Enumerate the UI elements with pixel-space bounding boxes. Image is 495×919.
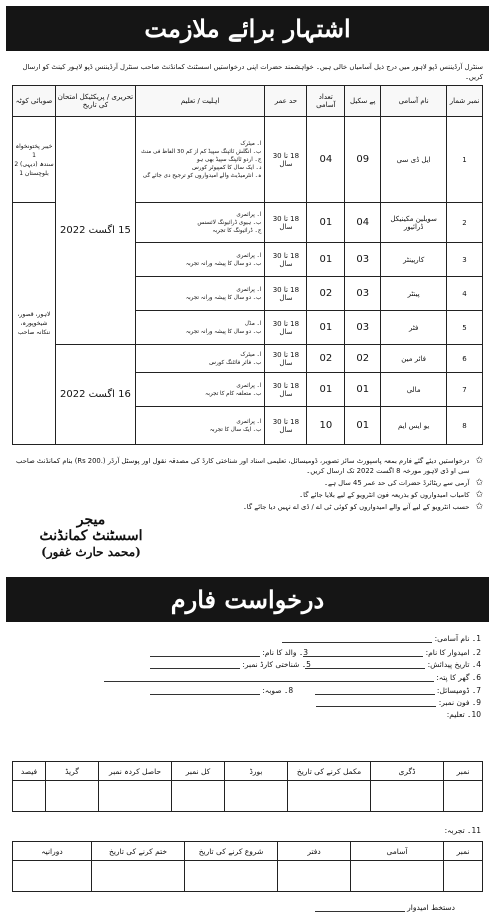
col-header: آسامی: [351, 842, 444, 861]
note-text: حسب انٹرویو کے لیے آنے والے امیدواروں کو کوئی ٹی اے / ڈی اے نہیں دیا جائے گا۔: [242, 503, 470, 511]
qualification-line: د۔ ایک سال کا کمپیوٹر کورس: [191, 164, 262, 171]
age-cell: 18 تا 30 سال: [265, 243, 307, 277]
count-cell: 04: [307, 117, 345, 203]
col-header: ڈگری: [371, 762, 444, 781]
scale-cell: 09: [345, 117, 381, 203]
scale-cell: 01: [345, 373, 381, 407]
col-header: نام آسامی: [381, 86, 447, 117]
quota-cell: [13, 117, 56, 203]
count-cell: 10: [307, 407, 345, 445]
age-cell: 18 تا 30 سال: [265, 117, 307, 203]
test-date-cell: 15 اگست 2022: [56, 117, 136, 345]
qualification-line: ب۔ دو سال کا پیشہ ورانہ تجربہ: [185, 328, 262, 335]
qualification-line: ا۔ پرائمری: [236, 382, 262, 389]
sr-cell: 7: [447, 373, 483, 407]
field-line[interactable]: [150, 660, 240, 669]
star-icon: ✩: [475, 502, 483, 512]
qualification-line: ب۔ متعلقہ کام کا تجربہ: [205, 390, 262, 397]
qualification-cell: [135, 373, 265, 407]
col-header: مکمل کرنے کی تاریخ: [288, 762, 371, 781]
col-header: بورڈ: [225, 762, 288, 781]
col-header: صوبائی کوٹہ: [13, 86, 56, 117]
age-cell: 18 تا 30 سال: [265, 311, 307, 345]
application-form-banner: [6, 577, 489, 622]
col-header: دورانیہ: [13, 842, 92, 861]
experience-table: [12, 841, 483, 892]
field-line[interactable]: [305, 660, 425, 669]
table-cell[interactable]: [185, 861, 278, 892]
scale-cell: 03: [345, 243, 381, 277]
qualification-line: ا۔ پرائمری: [236, 252, 262, 259]
field-post-name: 1۔ نام آسامی:: [282, 634, 481, 643]
qualification-line: ب۔ انگلش ٹائپنگ سپیڈ کم از کم 30 الفاظ فی منٹ: [141, 148, 262, 155]
note-text: درخواستیں دیئے گئے فارم بمعہ پاسپورٹ سائز تصویر، ڈومیسائل، تعلیمی اسناد اور شناختی کارڈ کی مصدقہ نقول اور پوسٹل آرڈر (.Rs 200) بنام کمانڈنٹ صاحب سی او ڈی لاہور مورخہ 8 اگست 2022 تک ارسال کریں۔: [16, 457, 470, 475]
table-row: [13, 345, 483, 373]
education-table: [12, 761, 483, 812]
post-cell: کارپینٹر: [381, 243, 447, 277]
qualification-line: ا۔ پرائمری: [236, 211, 262, 218]
count-cell: 02: [307, 277, 345, 311]
table-cell[interactable]: [371, 781, 444, 812]
post-cell: فٹر: [381, 311, 447, 345]
notes-list: [12, 456, 483, 514]
jobs-table: [12, 85, 483, 445]
quota-line: بلوچستان 1: [19, 169, 49, 177]
field-province: 8۔ صوبہ:: [150, 686, 293, 695]
col-header: فیصد: [13, 762, 46, 781]
qualification-cell: [135, 407, 265, 445]
col-header: تعداد آسامی: [307, 86, 345, 117]
qualification-cell: [135, 311, 265, 345]
field-cnic-number: 5۔ شناختی کارڈ نمبر:: [150, 660, 311, 669]
star-icon: ✩: [475, 490, 483, 500]
col-header: کل نمبر: [172, 762, 225, 781]
table-cell[interactable]: [444, 781, 483, 812]
age-cell: 18 تا 30 سال: [265, 373, 307, 407]
experience-header-row: [13, 842, 483, 861]
table-cell[interactable]: [288, 781, 371, 812]
post-cell: ایل ڈی سی: [381, 117, 447, 203]
count-cell: 01: [307, 373, 345, 407]
signatory-name: (محمد حارث غفور): [41, 545, 141, 559]
count-cell: 01: [307, 311, 345, 345]
sr-cell: 5: [447, 311, 483, 345]
scale-cell: 03: [345, 311, 381, 345]
sr-cell: 1: [447, 117, 483, 203]
qualification-line: ہ۔ انٹرمیڈیٹ والے امیدواروں کو ترجیح دی جائے گی: [142, 172, 262, 179]
note-text: آرمی سے ریٹائرڈ حضرات کی حد عمر 45 سال ہے۔: [324, 479, 470, 487]
table-cell[interactable]: [99, 781, 172, 812]
star-icon: ✩: [475, 478, 483, 488]
table-cell[interactable]: [225, 781, 288, 812]
qualification-line: ا۔ مڈل: [244, 320, 262, 327]
qualification-line: ا۔ میٹرک: [240, 351, 262, 358]
sr-cell: 8: [447, 407, 483, 445]
qualification-line: ب۔ دو سال کا پیشہ ورانہ تجربہ: [185, 294, 262, 301]
col-header: گریڈ: [46, 762, 99, 781]
col-header: ختم کرنے کی تاریخ: [92, 842, 185, 861]
scale-cell: 01: [345, 407, 381, 445]
post-cell: سویلین مکینیکل ڈرائیور: [381, 203, 447, 243]
test-date-cell: 16 اگست 2022: [56, 345, 136, 445]
qualification-line: ج۔ اردو ٹائپنگ سپیڈ بھی ہو: [197, 156, 262, 163]
col-header: نمبر: [444, 842, 483, 861]
intro-text: سنٹرل آرڈیننس ڈپو لاہور میں درج ذیل آسامیاں خالی ہیں۔ خواہشمند حضرات اپنی درخواستیں اسسٹنٹ کمانڈنٹ صاحب سنٹرل آرڈیننس ڈپو لاہور کینٹ کو ارسال کریں۔: [22, 63, 483, 81]
table-cell[interactable]: [172, 781, 225, 812]
field-line[interactable]: [315, 686, 435, 695]
col-header: دفتر: [278, 842, 351, 861]
post-cell: مالی: [381, 373, 447, 407]
field-date-of-birth: 4۔ تاریخ پیدائش:: [305, 660, 481, 669]
note-text: کامیاب امیدواروں کو بذریعہ فون انٹرویو کے لیے بلایا جائے گا۔: [299, 491, 470, 499]
star-icon: ✩: [475, 456, 483, 466]
qualification-cell: [135, 117, 265, 203]
age-cell: 18 تا 30 سال: [265, 277, 307, 311]
field-line[interactable]: [282, 634, 432, 643]
table-row: [13, 117, 483, 203]
qualification-cell: [135, 203, 265, 243]
table-cell[interactable]: [13, 781, 46, 812]
age-cell: 18 تا 30 سال: [265, 345, 307, 373]
col-header: حد عمر: [265, 86, 307, 117]
form-title: درخواست فارم: [170, 585, 325, 614]
field-home-address: 6۔ گھر کا پتہ:: [104, 673, 481, 682]
field-education-label: 10۔ تعلیم:: [446, 710, 481, 719]
field-line[interactable]: [150, 686, 260, 695]
table-row: [13, 861, 483, 892]
qualification-line: ب۔ ایک سال کا تجربہ: [209, 426, 262, 433]
qualification-line: ب۔ ہیوی ڈرائیونگ لائسنس: [197, 219, 262, 226]
signature-block: [26, 512, 156, 560]
education-header-row: [13, 762, 483, 781]
candidate-signature-field: دستخط امیدوار: [315, 903, 455, 912]
col-header: شروع کرنے کی تاریخ: [185, 842, 278, 861]
table-cell[interactable]: [444, 861, 483, 892]
qualification-cell: [135, 345, 265, 373]
field-domicile: 7۔ ڈومیسائل:: [315, 686, 481, 695]
note-item: [12, 456, 483, 476]
scale-cell: 03: [345, 277, 381, 311]
table-cell[interactable]: [351, 861, 444, 892]
table-cell[interactable]: [46, 781, 99, 812]
note-item: [12, 502, 483, 512]
count-cell: 01: [307, 203, 345, 243]
age-cell: 18 تا 30 سال: [265, 203, 307, 243]
qualification-line: ج۔ ڈرائیونگ کا تجربہ: [212, 227, 262, 234]
signatory-designation: اسسٹنٹ کمانڈنٹ: [39, 528, 143, 544]
note-item: [12, 478, 483, 488]
qualification-line: ا۔ میٹرک: [240, 140, 262, 147]
field-line[interactable]: [316, 698, 436, 707]
qualification-line: ب۔ دو سال کا پیشہ ورانہ تجربہ: [185, 260, 262, 267]
qualification-cell: [135, 243, 265, 277]
post-cell: یو ایس ایم: [381, 407, 447, 445]
sr-cell: 2: [447, 203, 483, 243]
qualification-line: ب۔ فائر فائٹنگ کورس: [209, 359, 262, 366]
field-candidate-name: 2۔ امیدوار کا نام:: [303, 648, 481, 657]
field-line[interactable]: [303, 648, 423, 657]
field-line[interactable]: [315, 903, 405, 912]
col-header: نمبر شمار: [447, 86, 483, 117]
post-cell: فائر مین: [381, 345, 447, 373]
table-cell[interactable]: [92, 861, 185, 892]
qualification-cell: [135, 277, 265, 311]
qualification-line: ا۔ پرائمری: [236, 418, 262, 425]
signatory-rank: میجر: [76, 512, 106, 528]
age-cell: 18 تا 30 سال: [265, 407, 307, 445]
table-row: [13, 781, 483, 812]
scale-cell: 04: [345, 203, 381, 243]
col-header: اہلیت / تعلیم: [135, 86, 265, 117]
quota-line: سندھ (دیہی) 2: [14, 160, 54, 168]
count-cell: 02: [307, 345, 345, 373]
field-father-name: 3۔ والد کا نام:: [150, 648, 308, 657]
field-experience-label: 11۔ تجربہ:: [444, 826, 481, 835]
field-phone-number: 9۔ فون نمبر:: [316, 698, 481, 707]
jobs-table-header: [13, 86, 483, 117]
table-cell[interactable]: [13, 861, 92, 892]
table-cell[interactable]: [278, 861, 351, 892]
sr-cell: 6: [447, 345, 483, 373]
quota-line: خیبر پختونخواہ 1: [15, 142, 53, 159]
field-line[interactable]: [150, 648, 260, 657]
post-cell: پینٹر: [381, 277, 447, 311]
job-ad-header-banner: [6, 6, 489, 51]
field-line[interactable]: [104, 673, 434, 682]
qualification-line: ا۔ پرائمری: [236, 286, 262, 293]
quota-cell: لاہور، قصور، شیخوپورہ، ننکانہ صاحب: [13, 203, 56, 445]
col-header: پے سکیل: [345, 86, 381, 117]
note-item: [12, 490, 483, 500]
sr-cell: 3: [447, 243, 483, 277]
col-header: تحریری / پریکٹیکل امتحان کی تاریخ: [56, 86, 136, 117]
col-header: حاصل کردہ نمبر: [99, 762, 172, 781]
count-cell: 01: [307, 243, 345, 277]
sr-cell: 4: [447, 277, 483, 311]
col-header: نمبر: [444, 762, 483, 781]
page-title: اشتہار برائے ملازمت: [144, 14, 351, 43]
scale-cell: 02: [345, 345, 381, 373]
